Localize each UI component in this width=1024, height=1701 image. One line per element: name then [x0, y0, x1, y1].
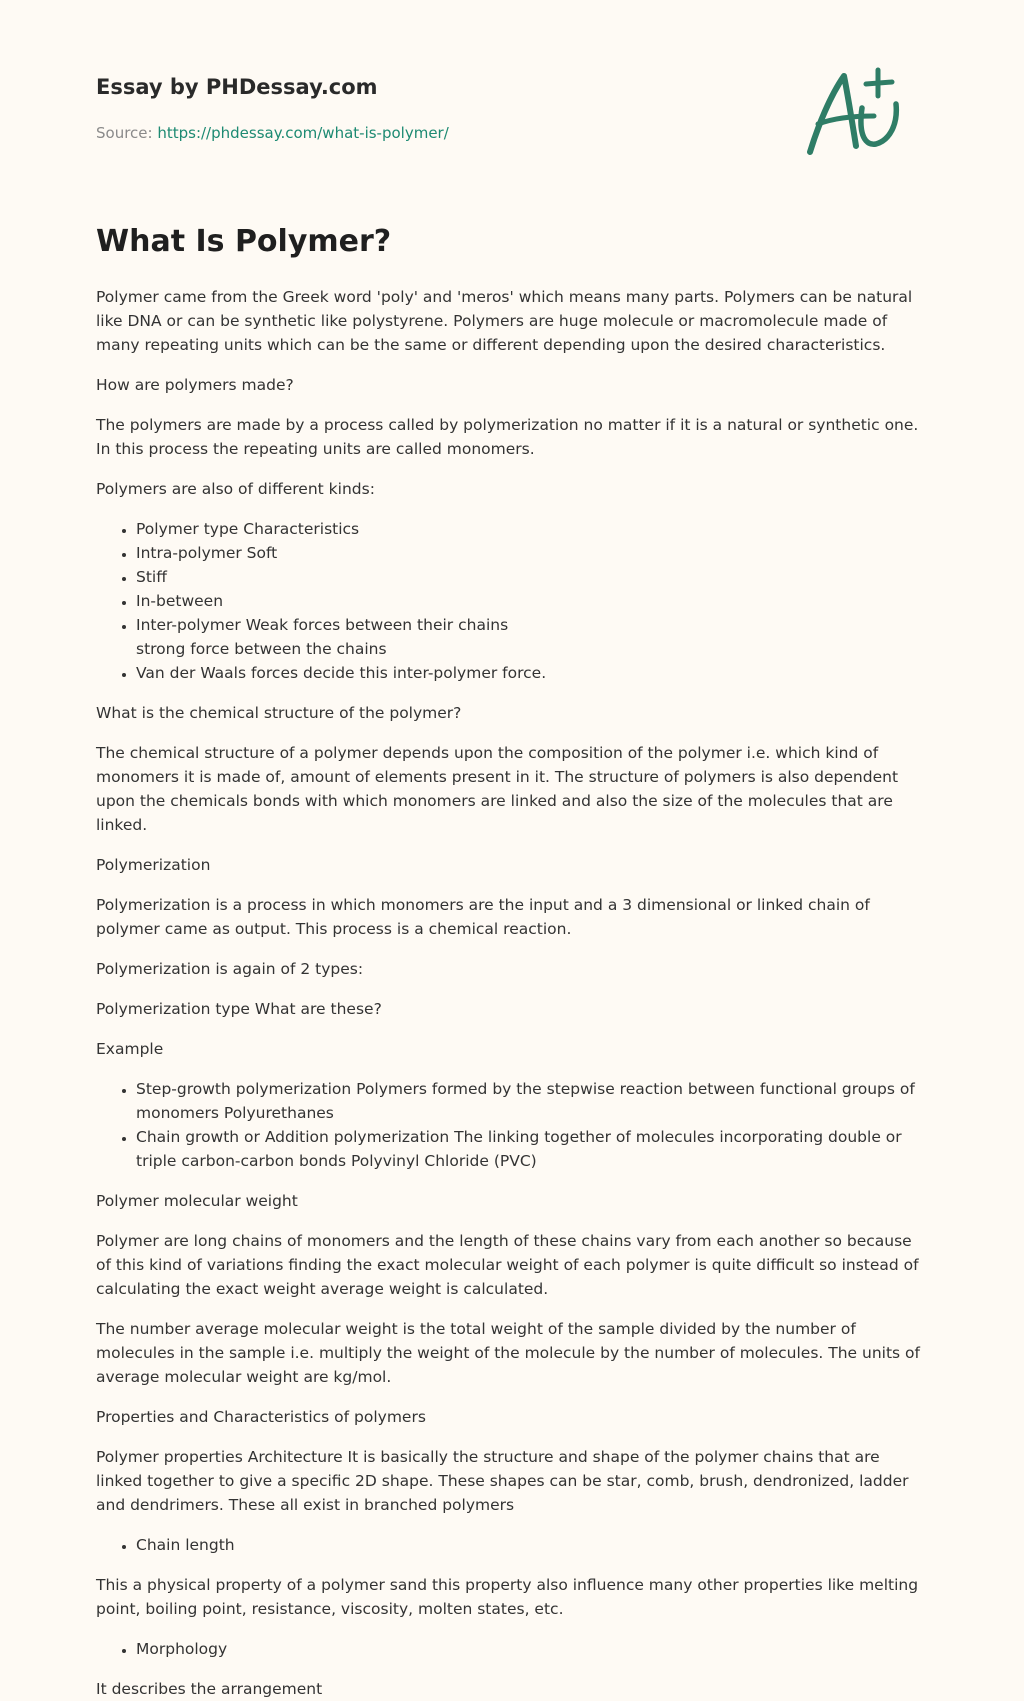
source-link[interactable]: https://phdessay.com/what-is-polymer/: [157, 124, 449, 142]
paragraph: Polymerization is a process in which monomers are the input and a 3 dimensional or linked chain of polymer came as output. This process is a chemical reaction.: [96, 896, 870, 938]
paragraph: The number average molecular weight is the total weight of the sample divided by the number of molecules in the sample i.e. multiply the weight of the molecule by the number of molecules. The units of average molecular weight are kg/mol.: [96, 1320, 920, 1386]
paragraph: Polymerization: [96, 856, 211, 874]
paragraph: It describes the arrangement: [96, 1680, 323, 1698]
paragraph: What is the chemical structure of the polymer?: [96, 704, 462, 722]
site-header: [96, 0, 928, 190]
polymerization-types-list: [96, 1077, 928, 1173]
article-title: What Is Polymer?: [96, 224, 392, 259]
polymer-kinds-list: [96, 517, 928, 685]
paragraph: Polymer molecular weight: [96, 1192, 298, 1210]
paragraph: Polymerization type What are these?: [96, 1000, 382, 1018]
properties-list: [96, 1533, 928, 1557]
list-item: • Polymer type Characteristics: [136, 517, 928, 541]
paragraph: This a physical property of a polymer sand this property also influence many other properties like melting point, boiling point, resistance, viscosity, molten states, etc.: [96, 1576, 919, 1618]
paragraph: Polymers are also of different kinds:: [96, 480, 375, 498]
paragraph: Polymer came from the Greek word 'poly' and 'meros' which means many parts. Polymers can be natural like DNA or can be synthetic like polystyrene. Polymers are huge molecule or macromolecule made of many repeating units which can be the same or different depending upon the desired characteristics.: [96, 288, 913, 354]
list-item: • Intra-polymer Soft: [136, 541, 928, 565]
properties-list: [96, 1637, 928, 1661]
list-item: • Step-growth polymerization Polymers formed by the stepwise reaction between functional groups of monomers Polyurethanes: [136, 1077, 928, 1125]
paragraph: Polymerization is again of 2 types:: [96, 960, 364, 978]
paragraph: The polymers are made by a process called by polymerization no matter if it is a natural or synthetic one. In this process the repeating units are called monomers.: [96, 416, 919, 458]
a-plus-logo-icon: [804, 66, 914, 164]
paragraph: Properties and Characteristics of polymers: [96, 1408, 426, 1426]
list-item: [136, 613, 928, 661]
article-body: [96, 285, 928, 1701]
list-item-continuation: strong force between the chains: [136, 640, 387, 658]
list-item: • Van der Waals forces decide this inter-polymer force.: [136, 661, 928, 685]
list-item: • In-between: [136, 589, 928, 613]
brand-title: Essay by PHDessay.com: [96, 75, 378, 99]
paragraph: Polymer properties Architecture It is basically the structure and shape of the polymer chains that are linked together to give a specific 2D shape. These shapes can be star, comb, brush, dendronized, ladder and dendrimers. These all exist in branched polymers: [96, 1448, 909, 1514]
source-line: [96, 124, 449, 142]
paragraph: How are polymers made?: [96, 376, 294, 394]
paragraph: Example: [96, 1040, 164, 1058]
source-label: Source:: [96, 124, 158, 142]
list-item: • Stiff: [136, 565, 928, 589]
list-item: • Morphology: [136, 1637, 928, 1661]
paragraph: Polymer are long chains of monomers and the length of these chains vary from each another so because of this kind of variations finding the exact molecular weight of each polymer is quite difficult so instead of calculating the exact weight average weight is calculated.: [96, 1232, 919, 1298]
paragraph: The chemical structure of a polymer depends upon the composition of the polymer i.e. which kind of monomers it is made of, amount of elements present in it. The structure of polymers is also dependent upon the chemicals bonds with which monomers are linked and also the size of the molecules that are linked.: [96, 744, 899, 834]
list-item: • Chain length: [136, 1533, 928, 1557]
list-item: • Chain growth or Addition polymerization The linking together of molecules incorporating double or triple carbon-carbon bonds Polyvinyl Chloride (PVC): [136, 1125, 928, 1173]
list-item-text: Inter-polymer Weak forces between their chains: [136, 616, 509, 634]
